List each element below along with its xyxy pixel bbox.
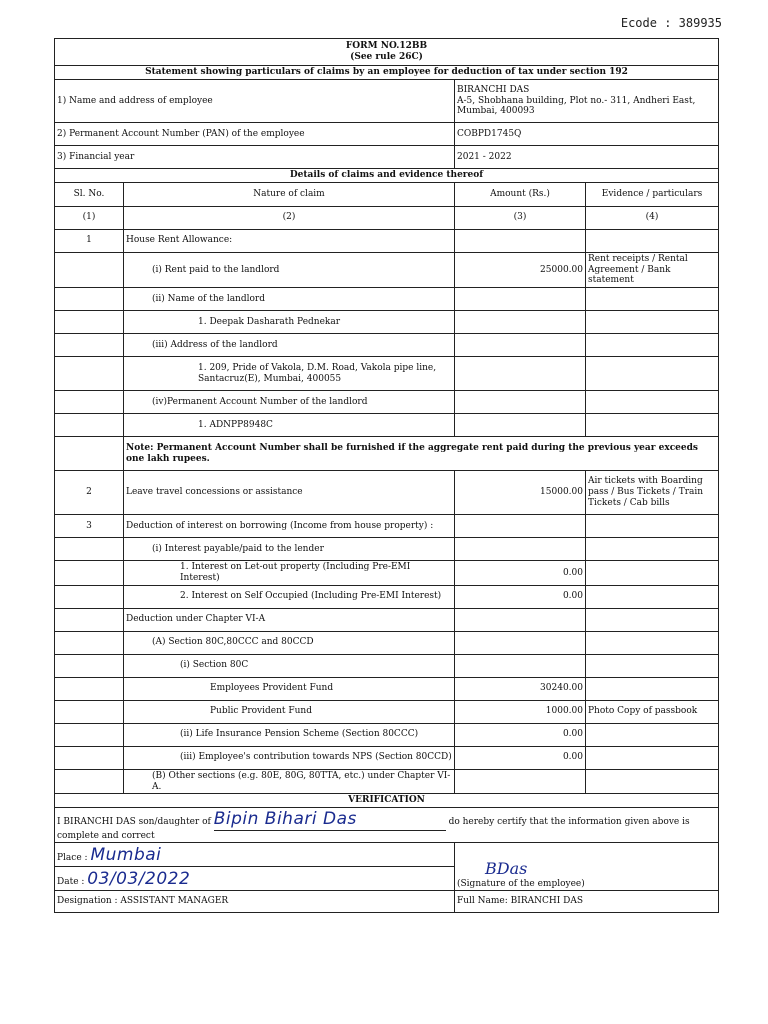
col-header-sl: Sl. No.	[55, 182, 124, 206]
verification-prefix: I BIRANCHI DAS son/daughter of	[57, 817, 211, 828]
employee-name: BIRANCHI DAS	[457, 84, 530, 95]
lta-sl: 2	[55, 471, 124, 515]
interest-payable-label: (i) Interest payable/paid to the lender	[124, 538, 455, 561]
chapter-via-label: Deduction under Chapter VI-A	[124, 608, 455, 631]
ppf-amount: 1000.00	[455, 700, 586, 723]
let-out-amount: 0.00	[455, 561, 586, 586]
lta-evidence: Air tickets with Boarding pass / Bus Tickets / Train Tickets / Cab bills	[586, 471, 719, 515]
verification-statement	[55, 808, 719, 843]
nps-label: (iii) Employee's contribution towards NPS (Section 80CCD)	[124, 746, 455, 769]
employee-address-line2: Mumbai, 400093	[457, 106, 535, 117]
form-title-cell	[55, 39, 719, 66]
col-num-4: (4)	[586, 206, 719, 229]
section-80c-label: (i) Section 80C	[124, 654, 455, 677]
landlord-address	[124, 357, 455, 391]
date-cell	[55, 867, 455, 891]
landlord-address-line2: Santacruz(E), Mumbai, 400055	[198, 373, 342, 384]
fy-label: 3) Financial year	[55, 146, 455, 169]
col-header-evidence: Evidence / particulars	[586, 182, 719, 206]
landlord-address-label: (iii) Address of the landlord	[124, 334, 455, 357]
lta-label: Leave travel concessions or assistance	[124, 471, 455, 515]
signature-label: (Signature of the employee)	[457, 878, 585, 889]
ppf-label: Public Provident Fund	[124, 700, 455, 723]
employee-name-label: 1) Name and address of employee	[55, 80, 455, 123]
self-occupied-amount: 0.00	[455, 585, 586, 608]
nps-amount: 0.00	[455, 746, 586, 769]
ppf-evidence: Photo Copy of passbook	[586, 700, 719, 723]
landlord-name: 1. Deepak Dasharath Pednekar	[124, 311, 455, 334]
epf-label: Employees Provident Fund	[124, 677, 455, 700]
lta-amount: 15000.00	[455, 471, 586, 515]
signature-cell	[455, 843, 719, 891]
lic-amount: 0.00	[455, 723, 586, 746]
self-occupied-label: 2. Interest on Self Occupied (Including Pre-EMI Interest)	[124, 585, 455, 608]
landlord-name-label: (ii) Name of the landlord	[124, 288, 455, 311]
interest-sl: 3	[55, 515, 124, 538]
signature: BDas	[485, 859, 528, 879]
landlord-pan: 1. ADNPP8948C	[124, 414, 455, 437]
details-heading: Details of claims and evidence thereof	[55, 169, 719, 183]
interest-label: Deduction of interest on borrowing (Income from house property) :	[124, 515, 455, 538]
form-title: FORM NO.12BB	[345, 41, 428, 52]
epf-amount: 30240.00	[455, 677, 586, 700]
employee-address-line1: A-5, Shobhana building, Plot no.- 311, Andheri East,	[457, 95, 696, 106]
col-num-2: (2)	[124, 206, 455, 229]
rent-paid-label: (i) Rent paid to the landlord	[124, 252, 455, 287]
pan-note: Note: Permanent Account Number shall be furnished if the aggregate rent paid during the previous year exceeds one lakh rupees.	[124, 437, 719, 471]
fy-value: 2021 - 2022	[455, 146, 719, 169]
parent-name: Bipin Bihari Das	[213, 809, 357, 830]
rent-amount: 25000.00	[455, 252, 586, 287]
place-value: Mumbai	[90, 844, 162, 865]
rent-evidence: Rent receipts / Rental Agreement / Bank statement	[586, 252, 719, 287]
section-a-label: (A) Section 80C,80CCC and 80CCD	[124, 631, 455, 654]
form-12bb	[54, 38, 718, 913]
hra-label: House Rent Allowance:	[124, 229, 455, 252]
landlord-pan-label: (iv)Permanent Account Number of the landlord	[124, 391, 455, 414]
place-label: Place :	[57, 852, 88, 863]
col-num-3: (3)	[455, 206, 586, 229]
let-out-label: 1. Interest on Let-out property (Including Pre-EMI Interest)	[124, 561, 455, 586]
verification-heading: VERIFICATION	[55, 794, 719, 808]
col-header-amount: Amount (Rs.)	[455, 182, 586, 206]
ecode: Ecode : 389935	[620, 16, 722, 30]
full-name: Full Name: BIRANCHI DAS	[455, 891, 719, 913]
form-statement: Statement showing particulars of claims by an employee for deduction of tax under section 192	[55, 66, 719, 80]
landlord-address-line1: 1. 209, Pride of Vakola, D.M. Road, Vakola pipe line,	[198, 362, 437, 373]
col-header-nature: Nature of claim	[124, 182, 455, 206]
col-num-1: (1)	[55, 206, 124, 229]
hra-sl: 1	[55, 229, 124, 252]
designation: Designation : ASSISTANT MANAGER	[55, 891, 455, 913]
date-value: 03/03/2022	[87, 868, 191, 889]
place-cell	[55, 843, 455, 867]
other-sections-label: (B) Other sections (e.g. 80E, 80G, 80TTA, etc.) under Chapter VI-A.	[124, 769, 455, 794]
pan-value: COBPD1745Q	[455, 123, 719, 146]
form-table	[54, 38, 719, 913]
verification-line2: complete and correct	[57, 830, 155, 841]
employee-name-address	[455, 80, 719, 123]
date-label: Date :	[57, 876, 85, 887]
verification-suffix: do hereby certify that the information given above is	[448, 817, 690, 828]
lic-label: (ii) Life Insurance Pension Scheme (Section 80CCC)	[124, 723, 455, 746]
form-rule: (See rule 26C)	[350, 52, 423, 62]
pan-label: 2) Permanent Account Number (PAN) of the employee	[55, 123, 455, 146]
